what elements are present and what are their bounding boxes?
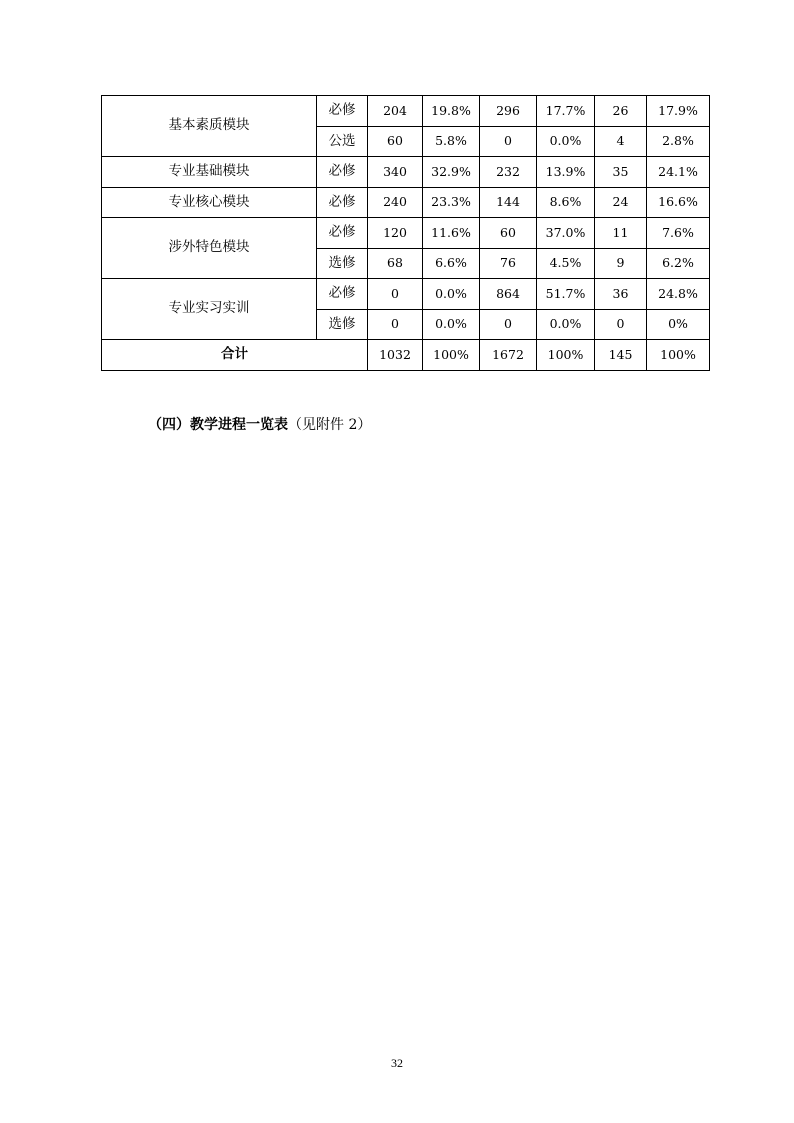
value-cell: 144 — [480, 187, 537, 218]
percent-cell: 8.6% — [537, 187, 595, 218]
value-cell: 0 — [595, 309, 647, 340]
value-cell: 864 — [480, 279, 537, 310]
value-cell: 204 — [368, 96, 423, 127]
module-cell: 涉外特色模块 — [102, 218, 317, 279]
section-heading-title: （四）教学进程一览表 — [148, 417, 288, 433]
value-cell: 232 — [480, 157, 537, 188]
total-value-cell: 145 — [595, 340, 647, 371]
percent-cell: 6.6% — [423, 248, 480, 279]
percent-cell: 37.0% — [537, 218, 595, 249]
value-cell: 68 — [368, 248, 423, 279]
percent-cell: 24.8% — [647, 279, 710, 310]
value-cell: 4 — [595, 126, 647, 157]
percent-cell: 23.3% — [423, 187, 480, 218]
value-cell: 60 — [480, 218, 537, 249]
percent-cell: 6.2% — [647, 248, 710, 279]
value-cell: 60 — [368, 126, 423, 157]
percent-cell: 5.8% — [423, 126, 480, 157]
course-type-cell: 选修 — [317, 248, 368, 279]
table-row — [102, 157, 710, 188]
percent-cell: 4.5% — [537, 248, 595, 279]
page-number: 32 — [391, 1056, 403, 1070]
course-type-cell: 必修 — [317, 96, 368, 127]
value-cell: 26 — [595, 96, 647, 127]
percent-cell: 17.7% — [537, 96, 595, 127]
course-type-cell: 必修 — [317, 157, 368, 188]
total-value-cell: 1672 — [480, 340, 537, 371]
value-cell: 24 — [595, 187, 647, 218]
course-type-cell: 必修 — [317, 187, 368, 218]
percent-cell: 13.9% — [537, 157, 595, 188]
section-heading-reference: （见附件 2） — [288, 417, 372, 433]
total-percent-cell: 100% — [647, 340, 710, 371]
section-heading — [148, 414, 371, 434]
value-cell: 0 — [480, 309, 537, 340]
total-label-cell: 合计 — [102, 340, 368, 371]
value-cell: 120 — [368, 218, 423, 249]
percent-cell: 2.8% — [647, 126, 710, 157]
percent-cell: 51.7% — [537, 279, 595, 310]
percent-cell: 0.0% — [537, 126, 595, 157]
course-type-cell: 选修 — [317, 309, 368, 340]
module-cell: 专业核心模块 — [102, 187, 317, 218]
value-cell: 0 — [480, 126, 537, 157]
percent-cell: 0% — [647, 309, 710, 340]
percent-cell: 16.6% — [647, 187, 710, 218]
percent-cell: 17.9% — [647, 96, 710, 127]
value-cell: 11 — [595, 218, 647, 249]
module-cell: 基本素质模块 — [102, 96, 317, 157]
table-row — [102, 96, 710, 127]
percent-cell: 19.8% — [423, 96, 480, 127]
curriculum-structure-table — [101, 95, 710, 371]
value-cell: 296 — [480, 96, 537, 127]
percent-cell: 24.1% — [647, 157, 710, 188]
total-percent-cell: 100% — [537, 340, 595, 371]
percent-cell: 32.9% — [423, 157, 480, 188]
percent-cell: 7.6% — [647, 218, 710, 249]
value-cell: 76 — [480, 248, 537, 279]
module-cell: 专业实习实训 — [102, 279, 317, 340]
course-type-cell: 公选 — [317, 126, 368, 157]
total-row — [102, 340, 710, 371]
value-cell: 0 — [368, 309, 423, 340]
module-cell: 专业基础模块 — [102, 157, 317, 188]
table-row — [102, 279, 710, 310]
value-cell: 9 — [595, 248, 647, 279]
table-row — [102, 187, 710, 218]
value-cell: 0 — [368, 279, 423, 310]
percent-cell: 0.0% — [537, 309, 595, 340]
total-percent-cell: 100% — [423, 340, 480, 371]
value-cell: 35 — [595, 157, 647, 188]
value-cell: 240 — [368, 187, 423, 218]
table-row — [102, 218, 710, 249]
value-cell: 36 — [595, 279, 647, 310]
value-cell: 340 — [368, 157, 423, 188]
course-type-cell: 必修 — [317, 218, 368, 249]
total-value-cell: 1032 — [368, 340, 423, 371]
percent-cell: 0.0% — [423, 309, 480, 340]
percent-cell: 0.0% — [423, 279, 480, 310]
course-type-cell: 必修 — [317, 279, 368, 310]
percent-cell: 11.6% — [423, 218, 480, 249]
